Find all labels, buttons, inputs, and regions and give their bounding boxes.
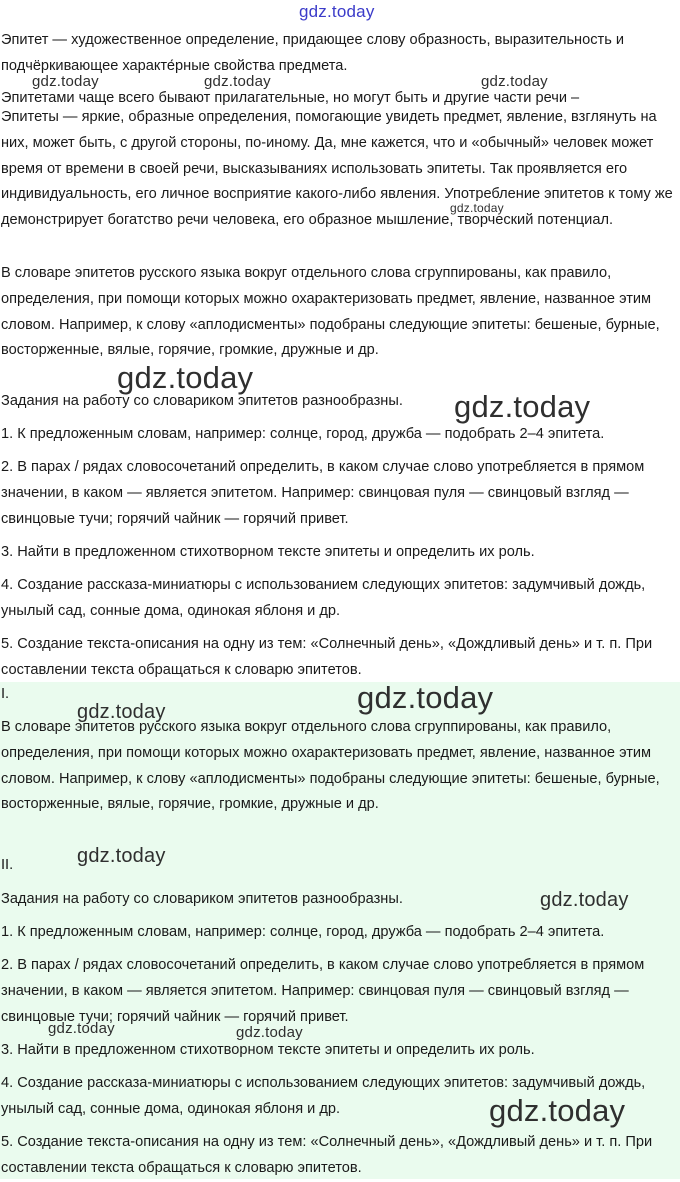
task-item-1: 1. К предложенным словам, например: солнце, город, дружба — подобрать 2–4 эпитета. (1, 426, 605, 442)
watermark-text: gdz.today (236, 1024, 303, 1041)
watermark-text: gdz.today (454, 389, 591, 424)
task-item-5: 5. Создание текста-описания на одну из тем: «Солнечный день», «Дождливый день» и т. п. При составлении текста обращаться к словарю эпитетов. (1, 636, 653, 678)
watermark-text: gdz.today (299, 2, 375, 21)
watermark-text: gdz.today (117, 360, 254, 395)
section-2-label: II. (1, 857, 14, 873)
epithet-parts-of-speech-paragraph: Эпитетами чаще всего бывают прилагательные, но могут быть и другие части речи – (1, 90, 580, 106)
watermark-text: gdz.today (32, 73, 99, 90)
task-item-3: 3. Найти в предложенном стихотворном тексте эпитеты и определить их роль. (1, 544, 535, 560)
watermark-text: gdz.today (540, 889, 629, 911)
tasks-intro-paragraph: Задания на работу со словариком эпитетов разнообразны. (1, 393, 403, 409)
watermark-text: gdz.today (450, 201, 504, 215)
watermark-text: gdz.today (489, 1093, 626, 1128)
watermark-text: gdz.today (357, 680, 494, 715)
answer-task-item-3: 3. Найти в предложенном стихотворном тексте эпитеты и определить их роль. (1, 1042, 535, 1058)
epithet-role-paragraph: Эпитеты — яркие, образные определения, помогающие увидеть предмет, явление, взглянуть на них, может быть, с другой стороны, по-иному. Да, мне кажется, что и «обычный» человек может время от времени в своей речи, высказываниях использовать эпитеты. Так проявляется его индивидуальность, его личное восприятие какого-либо явления. Употребление эпитетов к тому же демонстрирует богатство речи человека, его образное мышление, творческий потенциал. (1, 109, 673, 229)
answer-task-item-4: 4. Создание рассказа-миниатюры с использованием следующих эпитетов: задумчивый дождь, унылый сад, сонные дома, одинокая яблоня и др. (1, 1075, 646, 1117)
watermark-text: gdz.today (48, 1020, 115, 1037)
watermark-text: gdz.today (77, 701, 166, 723)
answer-task-item-5: 5. Создание текста-описания на одну из тем: «Солнечный день», «Дождливый день» и т. п. При составлении текста обращаться к словарю эпитетов. (1, 1134, 653, 1176)
watermark-text: gdz.today (77, 845, 166, 867)
answer-tasks-intro: Задания на работу со словариком эпитетов разнообразны. (1, 891, 403, 907)
dictionary-paragraph: В словаре эпитетов русского языка вокруг отдельного слова сгруппированы, как правило, определения, при помощи которых можно охарактеризовать предмет, явление, названное этим словом. Например, к слову «аплодисменты» подобраны следующие эпитеты: бешеные, бурные, восторженные, вялые, горячие, громкие, дружные и др. (1, 265, 660, 359)
answer-task-item-1: 1. К предложенным словам, например: солнце, город, дружба — подобрать 2–4 эпитета. (1, 924, 605, 940)
section-1-label: I. (1, 686, 10, 702)
section-1-text: В словаре эпитетов русского языка вокруг отдельного слова сгруппированы, как правило, определения, при помощи которых можно охарактеризовать предмет, явление, названное этим словом. Например, к слову «аплодисменты» подобраны следующие эпитеты: бешеные, бурные, восторженные, вялые, горячие, громкие, дружные и др. (1, 719, 660, 813)
watermark-text: gdz.today (204, 73, 271, 90)
watermark-text: gdz.today (481, 73, 548, 90)
answer-task-item-2: 2. В парах / рядах словосочетаний определить, в каком случае слово употребляется в прямом значении, в каком — является эпитетом. Например: свинцовая пуля — свинцовый взгляд — свинцовые тучи; горячий чайник — горячий привет. (1, 957, 645, 1025)
task-item-4: 4. Создание рассказа-миниатюры с использованием следующих эпитетов: задумчивый дождь, унылый сад, сонные дома, одинокая яблоня и др. (1, 577, 646, 619)
epithet-definition-paragraph: Эпитет — художественное определение, придающее слову образность, выразительность и подчёркивающее характе́рные свойства предмета. (1, 32, 625, 74)
task-item-2: 2. В парах / рядах словосочетаний определить, в каком случае слово употребляется в прямом значении, в каком — является эпитетом. Например: свинцовая пуля — свинцовый взгляд — свинцовые тучи; горячий чайник — горячий привет. (1, 459, 645, 527)
